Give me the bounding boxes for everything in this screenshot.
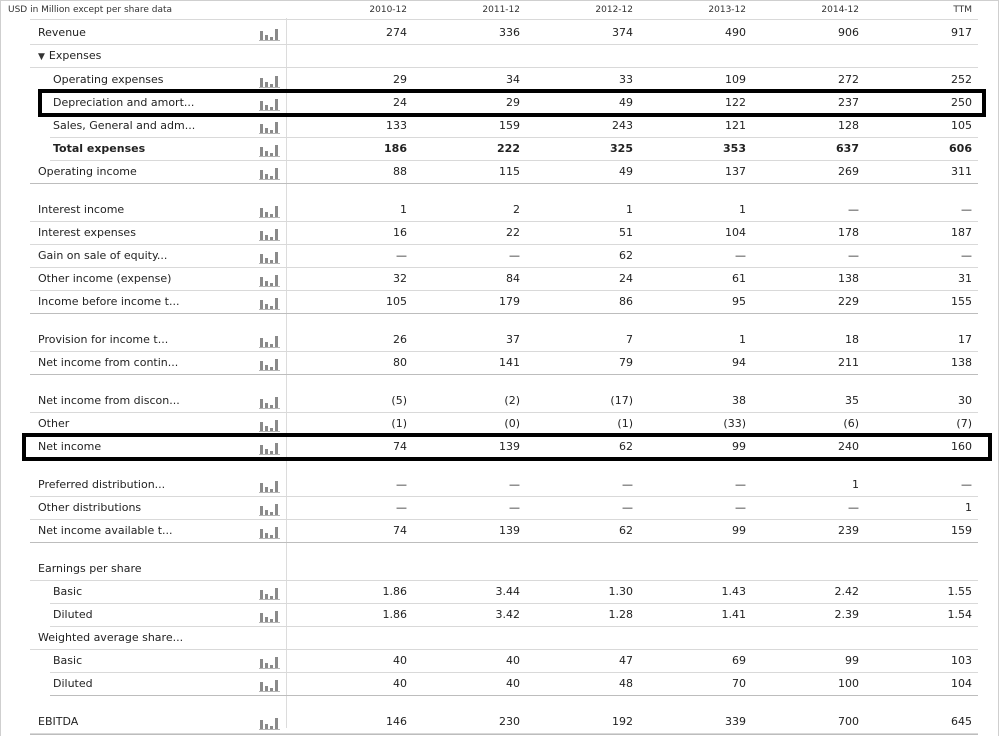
row-value: 1.28	[608, 608, 633, 621]
row-value: 40	[506, 654, 520, 667]
row-divider	[30, 542, 978, 543]
row-value: (33)	[723, 417, 746, 430]
row-value: 30	[958, 394, 972, 407]
row-label: Basic	[53, 654, 83, 667]
row-divider	[50, 160, 978, 161]
row-label: Other income (expense)	[38, 272, 172, 285]
row-divider	[30, 221, 978, 222]
mini-bar-chart-icon[interactable]	[259, 73, 281, 87]
row-value: 186	[384, 142, 407, 155]
row-value: (1)	[617, 417, 633, 430]
row-value: 229	[838, 295, 859, 308]
triangle-down-icon[interactable]: ▼	[38, 52, 45, 62]
mini-bar-chart-icon[interactable]	[259, 333, 281, 347]
row-value: 95	[732, 295, 746, 308]
table-bottom-border	[30, 734, 978, 735]
row-value: —	[622, 501, 633, 514]
row-value: 353	[723, 142, 746, 155]
row-value: 62	[619, 440, 633, 453]
row-divider	[30, 649, 978, 650]
row-value: —	[509, 478, 520, 491]
row-divider	[30, 290, 978, 291]
row-value: 26	[393, 333, 407, 346]
row-value: (1)	[391, 417, 407, 430]
row-value: 49	[619, 96, 633, 109]
row-value: 374	[612, 26, 633, 39]
row-value: 1	[626, 203, 633, 216]
row-divider	[30, 496, 978, 497]
row-value: 24	[619, 272, 633, 285]
row-value: 35	[845, 394, 859, 407]
row-value: 133	[386, 119, 407, 132]
row-value: 1.86	[382, 585, 407, 598]
row-value: 103	[951, 654, 972, 667]
row-value: 325	[610, 142, 633, 155]
row-value: 31	[958, 272, 972, 285]
row-value: 637	[836, 142, 859, 155]
row-value: 141	[499, 356, 520, 369]
row-value: 79	[619, 356, 633, 369]
row-divider	[30, 244, 978, 245]
row-label: Total expenses	[53, 142, 146, 155]
row-value: 237	[838, 96, 859, 109]
row-value: 100	[838, 677, 859, 690]
row-value: 105	[386, 295, 407, 308]
row-value: 17	[958, 333, 972, 346]
row-value: 99	[732, 524, 746, 537]
row-value: 47	[619, 654, 633, 667]
row-value: 1.43	[721, 585, 746, 598]
row-value: 240	[838, 440, 859, 453]
row-label: Interest income	[38, 203, 125, 216]
row-value: 128	[838, 119, 859, 132]
row-value: 3.44	[495, 585, 520, 598]
row-divider	[30, 313, 978, 314]
row-value: 239	[838, 524, 859, 537]
row-label: Diluted	[53, 608, 93, 621]
mini-bar-chart-icon[interactable]	[259, 356, 281, 370]
row-divider	[30, 67, 978, 68]
row-label: Operating expenses	[53, 73, 164, 86]
row-value: 109	[725, 73, 746, 86]
row-value: 274	[386, 26, 407, 39]
row-value: 18	[845, 333, 859, 346]
row-divider	[50, 695, 978, 696]
row-value: 645	[951, 715, 972, 728]
row-value: 917	[951, 26, 972, 39]
mini-bar-chart-icon[interactable]	[259, 394, 281, 408]
row-value: 138	[951, 356, 972, 369]
row-value: (6)	[843, 417, 859, 430]
row-value: 1.30	[608, 585, 633, 598]
row-value: 160	[951, 440, 972, 453]
row-value: 1	[965, 501, 972, 514]
mini-bar-chart-icon[interactable]	[259, 585, 281, 599]
row-value: 40	[506, 677, 520, 690]
row-value: 121	[725, 119, 746, 132]
row-value: 137	[725, 165, 746, 178]
row-value: 104	[951, 677, 972, 690]
row-value: 40	[393, 677, 407, 690]
row-value: 16	[393, 226, 407, 239]
row-value: 99	[845, 654, 859, 667]
row-value: 115	[499, 165, 520, 178]
row-label: Other	[38, 417, 70, 430]
row-value: —	[622, 478, 633, 491]
row-value: —	[509, 249, 520, 262]
row-label: Weighted average share...	[38, 631, 184, 644]
row-value: (7)	[956, 417, 972, 430]
mini-bar-chart-icon[interactable]	[259, 249, 281, 263]
row-value: 33	[619, 73, 633, 86]
row-value: 243	[612, 119, 633, 132]
row-value: —	[848, 249, 859, 262]
row-divider	[30, 412, 978, 413]
row-label: Operating income	[38, 165, 137, 178]
row-divider	[50, 603, 978, 604]
row-value: —	[848, 501, 859, 514]
row-value: 2	[513, 203, 520, 216]
mini-bar-chart-icon[interactable]	[259, 295, 281, 309]
row-value: 32	[393, 272, 407, 285]
row-value: —	[735, 478, 746, 491]
row-value: 1	[852, 478, 859, 491]
row-label: Provision for income t...	[38, 333, 169, 346]
mini-bar-chart-icon[interactable]	[259, 417, 281, 431]
row-value: 74	[393, 524, 407, 537]
row-value: 80	[393, 356, 407, 369]
mini-bar-chart-icon[interactable]	[259, 272, 281, 286]
row-value: —	[961, 203, 972, 216]
column-divider	[286, 18, 287, 728]
row-divider	[30, 183, 978, 184]
row-value: 252	[951, 73, 972, 86]
row-value: 230	[499, 715, 520, 728]
row-value: 179	[499, 295, 520, 308]
mini-bar-chart-icon[interactable]	[259, 165, 281, 179]
row-label: Diluted	[53, 677, 93, 690]
row-value: 29	[506, 96, 520, 109]
row-value: 61	[732, 272, 746, 285]
mini-bar-chart-icon[interactable]	[259, 226, 281, 240]
row-value: 99	[732, 440, 746, 453]
row-value: 269	[838, 165, 859, 178]
row-value: 159	[951, 524, 972, 537]
row-value: 1.86	[382, 608, 407, 621]
row-value: 84	[506, 272, 520, 285]
row-value: 86	[619, 295, 633, 308]
row-value: —	[735, 501, 746, 514]
row-value: 37	[506, 333, 520, 346]
row-divider	[30, 267, 978, 268]
row-value: 29	[393, 73, 407, 86]
mini-bar-chart-icon[interactable]	[259, 142, 281, 156]
mini-bar-chart-icon[interactable]	[259, 715, 281, 729]
row-value: 155	[951, 295, 972, 308]
row-divider	[30, 374, 978, 375]
mini-bar-chart-icon[interactable]	[259, 677, 281, 691]
row-value: 146	[386, 715, 407, 728]
row-value: —	[961, 249, 972, 262]
row-label: Gain on sale of equity...	[38, 249, 168, 262]
highlight-box	[38, 89, 986, 117]
row-value: (2)	[504, 394, 520, 407]
row-divider	[30, 44, 978, 45]
row-value: 2.42	[834, 585, 859, 598]
row-label: Net income available t...	[38, 524, 173, 537]
row-label: EBITDA	[38, 715, 79, 728]
row-label: Depreciation and amort...	[53, 96, 195, 109]
row-value: 40	[393, 654, 407, 667]
row-value: 700	[838, 715, 859, 728]
row-label: Net income from contin...	[38, 356, 179, 369]
row-value: 311	[951, 165, 972, 178]
mini-bar-chart-icon[interactable]	[259, 501, 281, 515]
mini-bar-chart-icon[interactable]	[259, 608, 281, 622]
row-value: (5)	[391, 394, 407, 407]
row-label-text: Expenses	[48, 49, 102, 62]
row-value: 104	[725, 226, 746, 239]
column-header: 2013-12	[708, 5, 746, 15]
row-value: 22	[506, 226, 520, 239]
row-label: Other distributions	[38, 501, 142, 514]
row-label: Preferred distribution...	[38, 478, 166, 491]
row-value: 62	[619, 249, 633, 262]
row-divider	[50, 626, 978, 627]
row-value: 1.55	[947, 585, 972, 598]
mini-bar-chart-icon[interactable]	[259, 478, 281, 492]
mini-bar-chart-icon[interactable]	[259, 26, 281, 40]
row-value: 94	[732, 356, 746, 369]
row-divider	[30, 580, 978, 581]
row-value: —	[735, 249, 746, 262]
mini-bar-chart-icon[interactable]	[259, 654, 281, 668]
row-value: 2.39	[834, 608, 859, 621]
row-value: 159	[499, 119, 520, 132]
row-label: Net income from discon...	[38, 394, 180, 407]
row-value: —	[396, 249, 407, 262]
row-value: 48	[619, 677, 633, 690]
unit-note: USD in Million except per share data	[8, 5, 173, 15]
row-value: 105	[951, 119, 972, 132]
row-value: 62	[619, 524, 633, 537]
column-header: 2014-12	[821, 5, 859, 15]
row-value: 250	[951, 96, 972, 109]
row-value: —	[396, 478, 407, 491]
row-label: Basic	[53, 585, 83, 598]
row-value: 222	[497, 142, 520, 155]
column-header: TTM	[953, 5, 972, 15]
row-value: 69	[732, 654, 746, 667]
column-header: 2012-12	[595, 5, 633, 15]
row-divider	[30, 519, 978, 520]
row-value: 34	[506, 73, 520, 86]
highlight-box	[22, 433, 992, 461]
row-value: 139	[499, 524, 520, 537]
row-value: (0)	[504, 417, 520, 430]
row-value: 1	[739, 203, 746, 216]
row-value: 178	[838, 226, 859, 239]
row-value: 192	[612, 715, 633, 728]
row-value: 49	[619, 165, 633, 178]
row-value: 139	[499, 440, 520, 453]
row-divider	[30, 351, 978, 352]
row-value: 70	[732, 677, 746, 690]
row-divider	[50, 672, 978, 673]
row-value: 88	[393, 165, 407, 178]
row-value: 138	[838, 272, 859, 285]
mini-bar-chart-icon[interactable]	[259, 203, 281, 217]
row-value: 906	[838, 26, 859, 39]
row-value: 51	[619, 226, 633, 239]
row-value: 272	[838, 73, 859, 86]
mini-bar-chart-icon[interactable]	[259, 119, 281, 133]
row-value: 187	[951, 226, 972, 239]
row-value: —	[509, 501, 520, 514]
row-label: Revenue	[38, 26, 86, 39]
row-value: 74	[393, 440, 407, 453]
row-value: (17)	[610, 394, 633, 407]
row-value: 1.54	[947, 608, 972, 621]
row-value: 1	[400, 203, 407, 216]
row-value: 7	[626, 333, 633, 346]
column-header: 2011-12	[482, 5, 520, 15]
row-value: —	[396, 501, 407, 514]
mini-bar-chart-icon[interactable]	[259, 524, 281, 538]
row-label: Earnings per share	[38, 562, 142, 575]
row-value: 1.41	[721, 608, 746, 621]
row-value: 211	[838, 356, 859, 369]
row-value: —	[848, 203, 859, 216]
row-value: 606	[949, 142, 972, 155]
expenses-group-toggle[interactable]	[38, 49, 101, 64]
row-label: Net income	[38, 440, 102, 453]
row-value: 1	[739, 333, 746, 346]
row-value: —	[961, 478, 972, 491]
row-value: 336	[499, 26, 520, 39]
row-value: 24	[393, 96, 407, 109]
row-label: Interest expenses	[38, 226, 136, 239]
row-value: 339	[725, 715, 746, 728]
row-value: 38	[732, 394, 746, 407]
header-divider	[30, 19, 978, 20]
row-label: Sales, General and adm...	[53, 119, 196, 132]
row-value: 3.42	[495, 608, 520, 621]
row-value: 490	[725, 26, 746, 39]
row-label: Income before income t...	[38, 295, 180, 308]
row-divider	[50, 137, 978, 138]
column-header: 2010-12	[369, 5, 407, 15]
row-value: 122	[725, 96, 746, 109]
